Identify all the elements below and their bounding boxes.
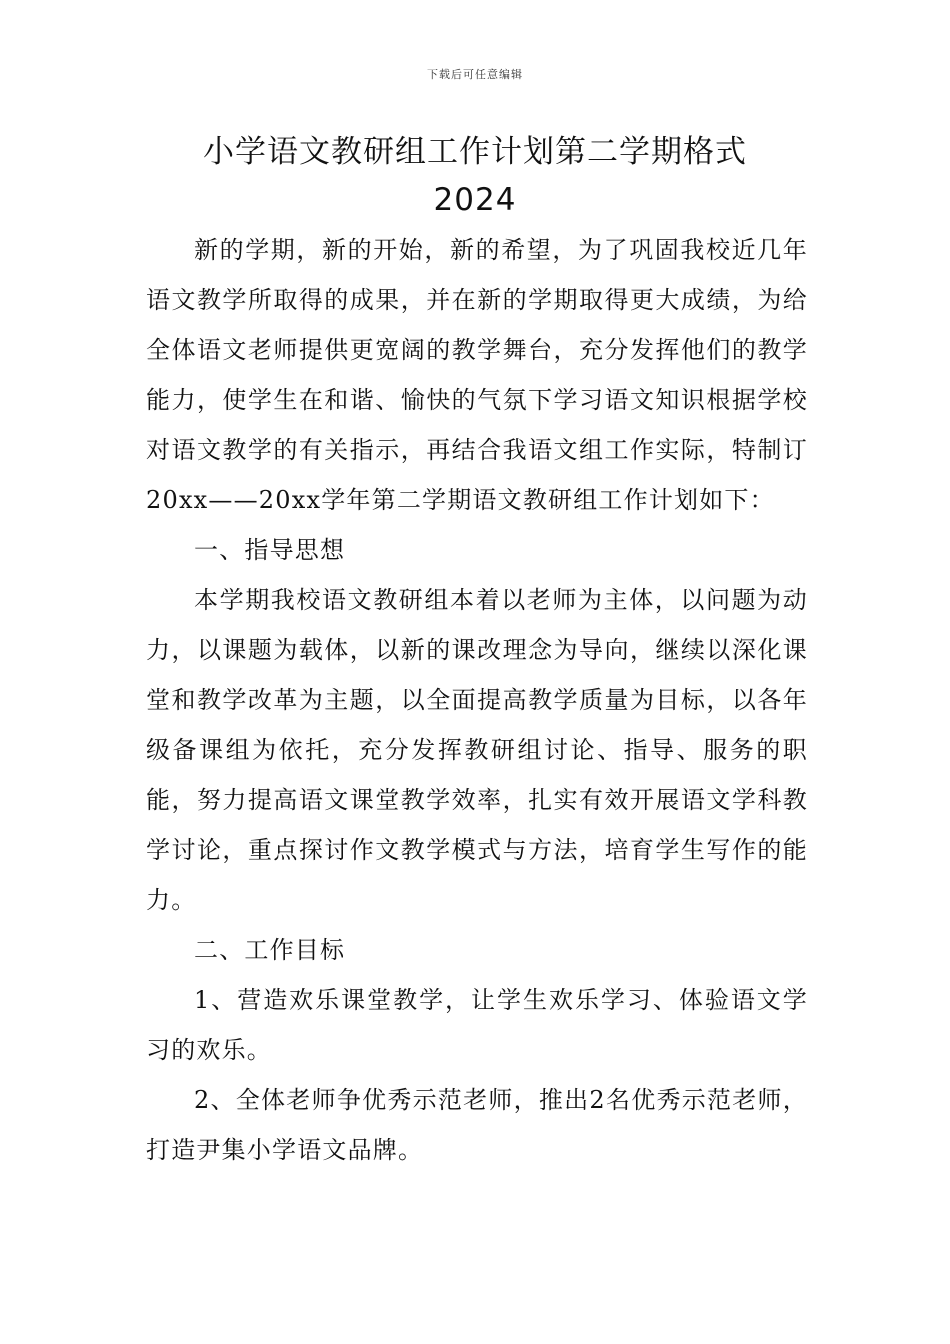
intro-paragraph: 新的学期，新的开始，新的希望，为了巩固我校近几年语文教学所取得的成果，并在新的学期取得更大成绩，为给全体语文老师提供更宽阔的教学舞台，充分发挥他们的教学能力，使学生在和谐、愉快的气氛下学习语文知识根据学校对语文教学的有关指示，再结合我语文组工作实际，特制订20xx——20xx学年第二学期语文教研组工作计划如下： <box>146 236 808 514</box>
document-title-line1: 小学语文教研组工作计划第二学期格式 <box>203 134 747 170</box>
guiding-ideology-paragraph: 本学期我校语文教研组本着以老师为主体，以问题为动力，以课题为载体，以新的课改理念为导向，继续以深化课堂和教学改革为主题，以全面提高教学质量为目标，以各年级备课组为依托，充分发挥教研组讨论、指导、服务的职能，努力提高语文课堂教学效率，扎实有效开展语文学科教学讨论，重点探讨作文教学模式与方法，培育学生写作的能力。 <box>146 586 808 914</box>
document-body <box>146 225 808 1175</box>
page-header-note: 下载后可任意编辑 <box>427 68 523 81</box>
section-heading-guiding-ideology: 一、指导思想 <box>194 536 346 564</box>
document-title-line2: 2024 <box>433 182 517 218</box>
document-title <box>100 128 850 224</box>
work-goal-item-1: 1、营造欢乐课堂教学，让学生欢乐学习、体验语文学习的欢乐。 <box>146 986 808 1064</box>
work-goal-item-2: 2、全体老师争优秀示范老师，推出2名优秀示范老师，打造尹集小学语文品牌。 <box>146 1086 808 1164</box>
section-heading-work-goals: 二、工作目标 <box>194 936 346 964</box>
